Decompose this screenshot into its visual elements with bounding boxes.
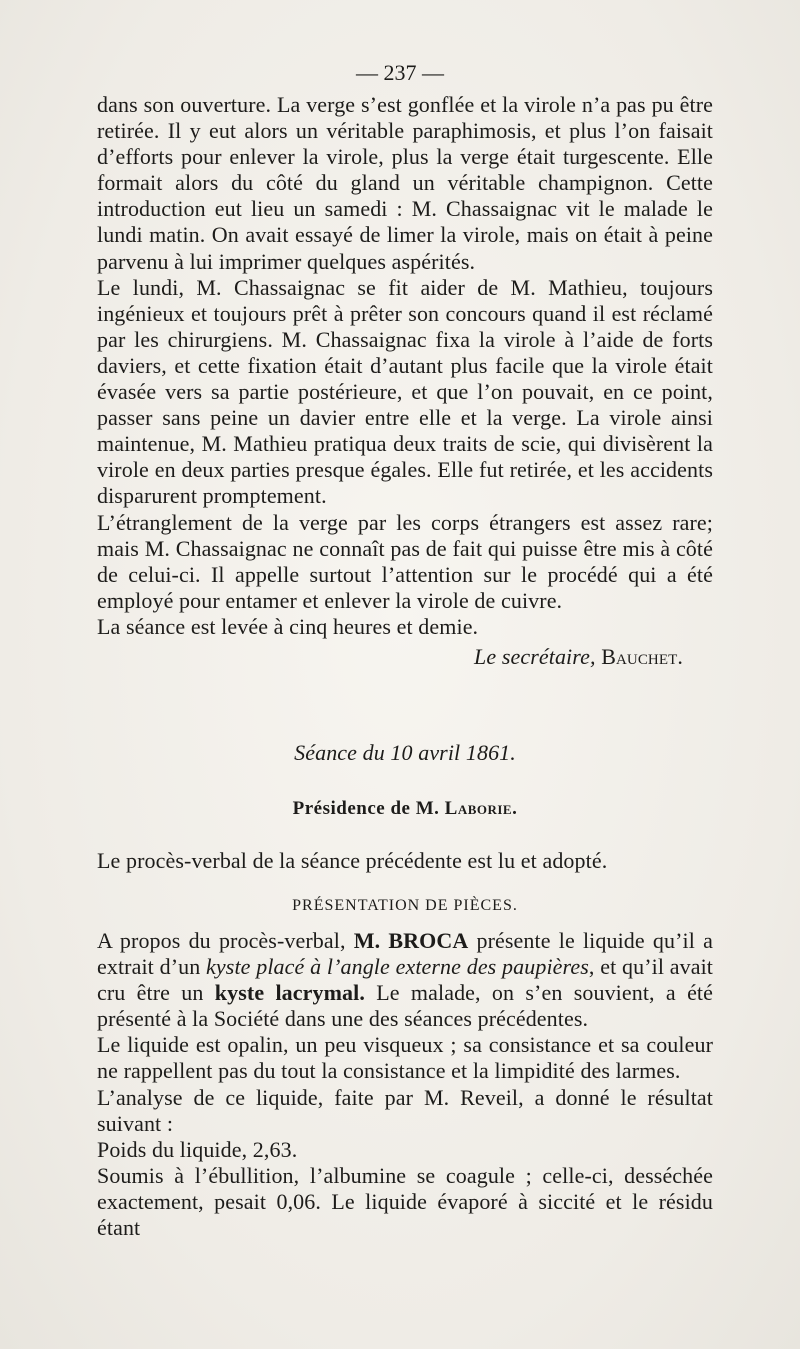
presentation-paragraph-1: A propos du procès-verbal, M. BROCA présente le liquide qu’il a extrait d’un kyste placé à l’angle externe des paupières, et qu’il avait cru être un kyste lacrymal. Le malade, on s’en souvient, a été présenté à la Société dans une des séances précédentes. <box>97 928 714 1032</box>
paragraph-seance-levee: La séance est levée à cinq heures et demie. <box>97 613 479 639</box>
presidence-name: Laborie. <box>444 798 518 819</box>
signature-line <box>97 644 713 670</box>
section-title: PRÉSENTATION DE PIÈCES. <box>292 897 518 914</box>
paragraph-etranglement: L’étranglement de la verge par les corps étrangers est assez rare; mais M. Chassaignac ne connaît pas de fait qui puisse être mis à côté de celui-ci. Il appelle surtout l’attention sur le procédé qui a été employé pour entamer et enlever la virole de cuivre. <box>97 509 713 613</box>
signature-label: Le secrétaire, <box>474 643 596 669</box>
body-text-top <box>97 92 713 670</box>
presentation-paragraph-3: L’analyse de ce liquide, faite par M. Reveil, a donné le résultat suivant : <box>97 1084 713 1136</box>
section-title-block <box>97 893 713 919</box>
presentation-paragraph-4: Poids du liquide, 2,63. <box>97 1136 298 1162</box>
proces-verbal-block <box>97 848 713 874</box>
presentation-block <box>97 928 713 1241</box>
page-number: — 237 — <box>356 60 444 85</box>
seance-block <box>97 740 713 766</box>
kyste-bold: kyste lacrymal. <box>214 980 365 1006</box>
presentation-paragraph-2: Le liquide est opalin, un peu visqueux ; sa consistance et sa couleur ne rappellent pas du tout la consistance et la limpidité des larmes. <box>97 1032 713 1084</box>
speaker-name: M. BROCA <box>353 928 469 953</box>
paragraph-continued: dans son ouverture. La verge s’est gonflée et la virole n’a pas pu être retirée. Il y eut alors un véritable paraphimosis, et plus l’on faisait d’efforts pour enlever la virole, plus la verge était turgescente. Elle formait alors du côté du gland un véritable champignon. Cette introduction eut lieu un samedi : M. Chassaignac vit le malade le lundi matin. On avait essayé de limer la virole, mais on était à peine parvenu à lui imprimer quelques aspérités. <box>97 92 713 274</box>
seance-heading: Séance du 10 avril 1861. <box>294 740 516 765</box>
presidence-line <box>97 796 713 822</box>
presidence-block <box>97 796 713 822</box>
presidence-prefix: Présidence de M. <box>292 798 440 819</box>
presentation-paragraph-5: Soumis à l’ébullition, l’albumine se coagule ; celle-ci, desséchée exactement, pesait 0,06. Le liquide évaporé à siccité et le résidu étant <box>97 1162 713 1241</box>
paragraph-lundi: Le lundi, M. Chassaignac se fit aider de M. Mathieu, toujours ingénieux et toujours prêt à prêter son concours quand il est réclamé par les chirurgiens. M. Chassaignac fixa la virole à l’aide de forts daviers, et cette fixation était d’autant plus facile que la virole était évasée vers sa partie postérieure, et que l’on pouvait, en ce point, passer sans peine un davier entre elle et la verge. La virole ainsi maintenue, M. Mathieu pratiqua deux traits de scie, qui divisèrent la virole en deux parties presque égales. Elle fut retirée, et les accidents disparurent promptement. <box>97 274 713 509</box>
proces-verbal-text: Le procès-verbal de la séance précédente est lu et adopté. <box>97 848 608 873</box>
signature-name: Bauchet. <box>601 643 683 669</box>
kyste-italic: kyste placé à l’angle externe des paupières <box>206 954 589 980</box>
